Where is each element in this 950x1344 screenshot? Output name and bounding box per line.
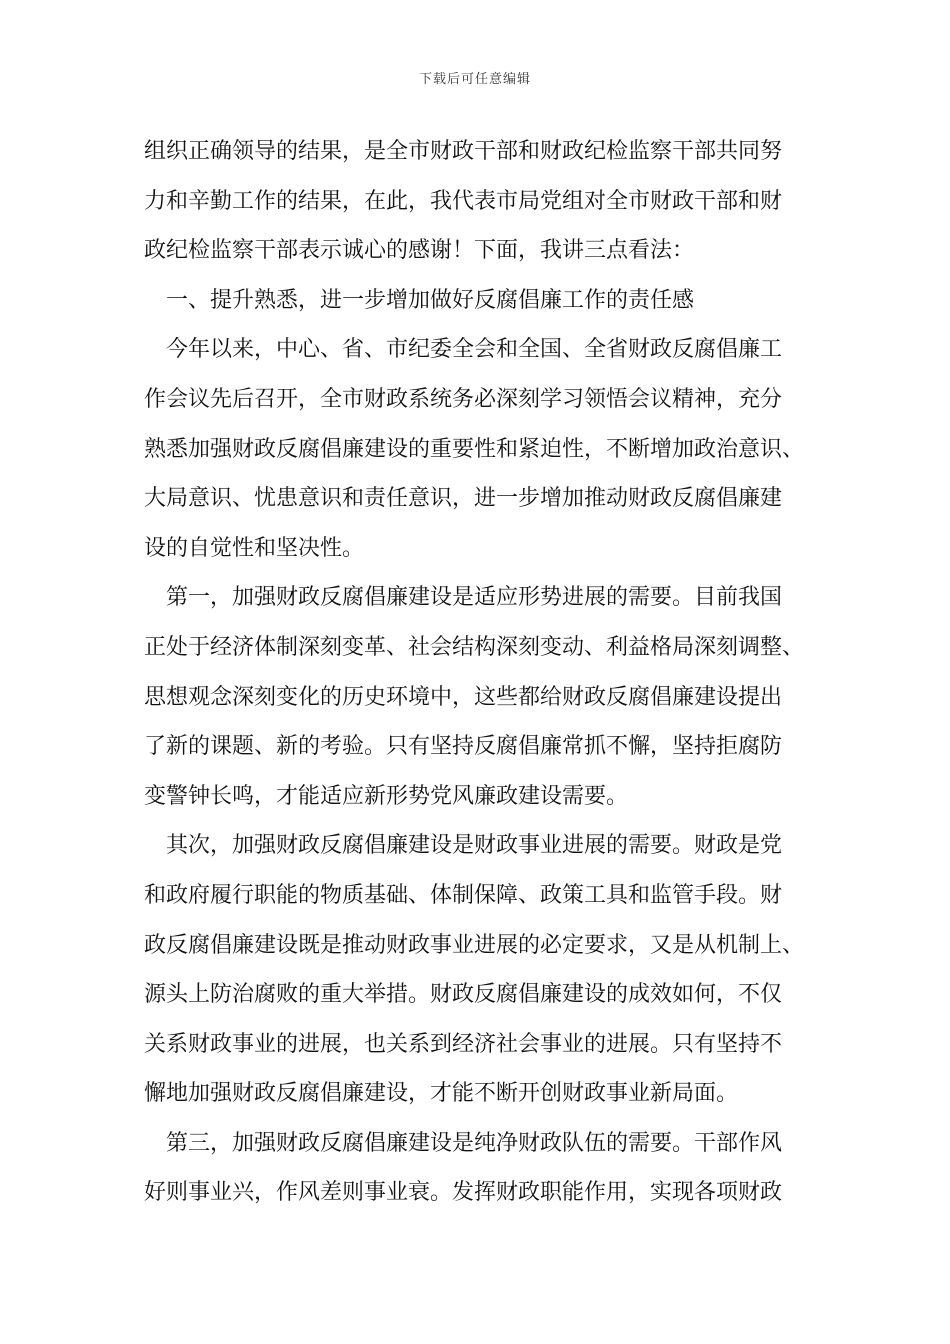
body-line-14: 变警钟长鸣，才能适应新形势党风廉政建设需要。 — [144, 783, 629, 809]
body-line-9: 设的自觉性和坚决性。 — [144, 535, 365, 561]
body-line-1: 组织正确领导的结果，是全市财政干部和财政纪检监察干部共同努 — [144, 139, 783, 164]
body-line-10: 第一，加强财政反腐倡廉建设是适应形势进展的需要。目前我国 — [166, 585, 783, 611]
body-line-20: 懈地加强财政反腐倡廉建设，才能不断开创财政事业新局面。 — [144, 1081, 739, 1107]
body-line-17: 政反腐倡廉建设既是推动财政事业进展的必定要求，又是从机制上、 — [144, 932, 805, 958]
body-line-22: 好则事业兴，作风差则事业衰。发挥财政职能作用，实现各项财政 — [144, 1180, 783, 1206]
body-line-12: 思想观念深刻变化的历史环境中，这些都给财政反腐倡廉建设提出 — [144, 684, 783, 710]
body-line-16: 和政府履行职能的物质基础、体制保障、政策工具和监管手段。财 — [144, 882, 783, 908]
section-heading: 一、提升熟悉，进一步增加做好反腐倡廉工作的责任感 — [166, 287, 695, 313]
body-line-13: 了新的课题、新的考验。只有坚持反腐倡廉常抓不懈，坚持拒腐防 — [144, 734, 783, 760]
body-line-3: 政纪检监察干部表示诚心的感谢！下面，我讲三点看法： — [144, 238, 695, 264]
body-line-19: 关系财政事业的进展，也关系到经济社会事业的进展。只有坚持不 — [144, 1031, 783, 1057]
body-line-18: 源头上防治腐败的重大举措。财政反腐倡廉建设的成效如何，不仅 — [144, 982, 783, 1008]
body-line-7: 熟悉加强财政反腐倡廉建设的重要性和紧迫性，不断增加政治意识、 — [144, 436, 805, 462]
body-line-8: 大局意识、忧患意识和责任意识，进一步增加推动财政反腐倡廉建 — [144, 486, 783, 512]
body-line-5: 今年以来，中心、省、市纪委全会和全国、全省财政反腐倡廉工 — [166, 337, 783, 363]
body-line-2: 力和辛勤工作的结果，在此，我代表市局党组对全市财政干部和财 — [144, 188, 783, 214]
body-line-11: 正处于经济体制深刻变革、社会结构深刻变动、利益格局深刻调整、 — [144, 634, 805, 660]
document-body — [144, 131, 826, 1222]
body-line-21: 第三，加强财政反腐倡廉建设是纯净财政队伍的需要。干部作风 — [166, 1130, 783, 1156]
body-line-15: 其次，加强财政反腐倡廉建设是财政事业进展的需要。财政是党 — [166, 833, 783, 859]
body-line-6: 作会议先后召开，全市财政系统务必深刻学习领悟会议精神，充分 — [144, 386, 783, 412]
page-header: 下载后可任意编辑 — [418, 72, 531, 87]
